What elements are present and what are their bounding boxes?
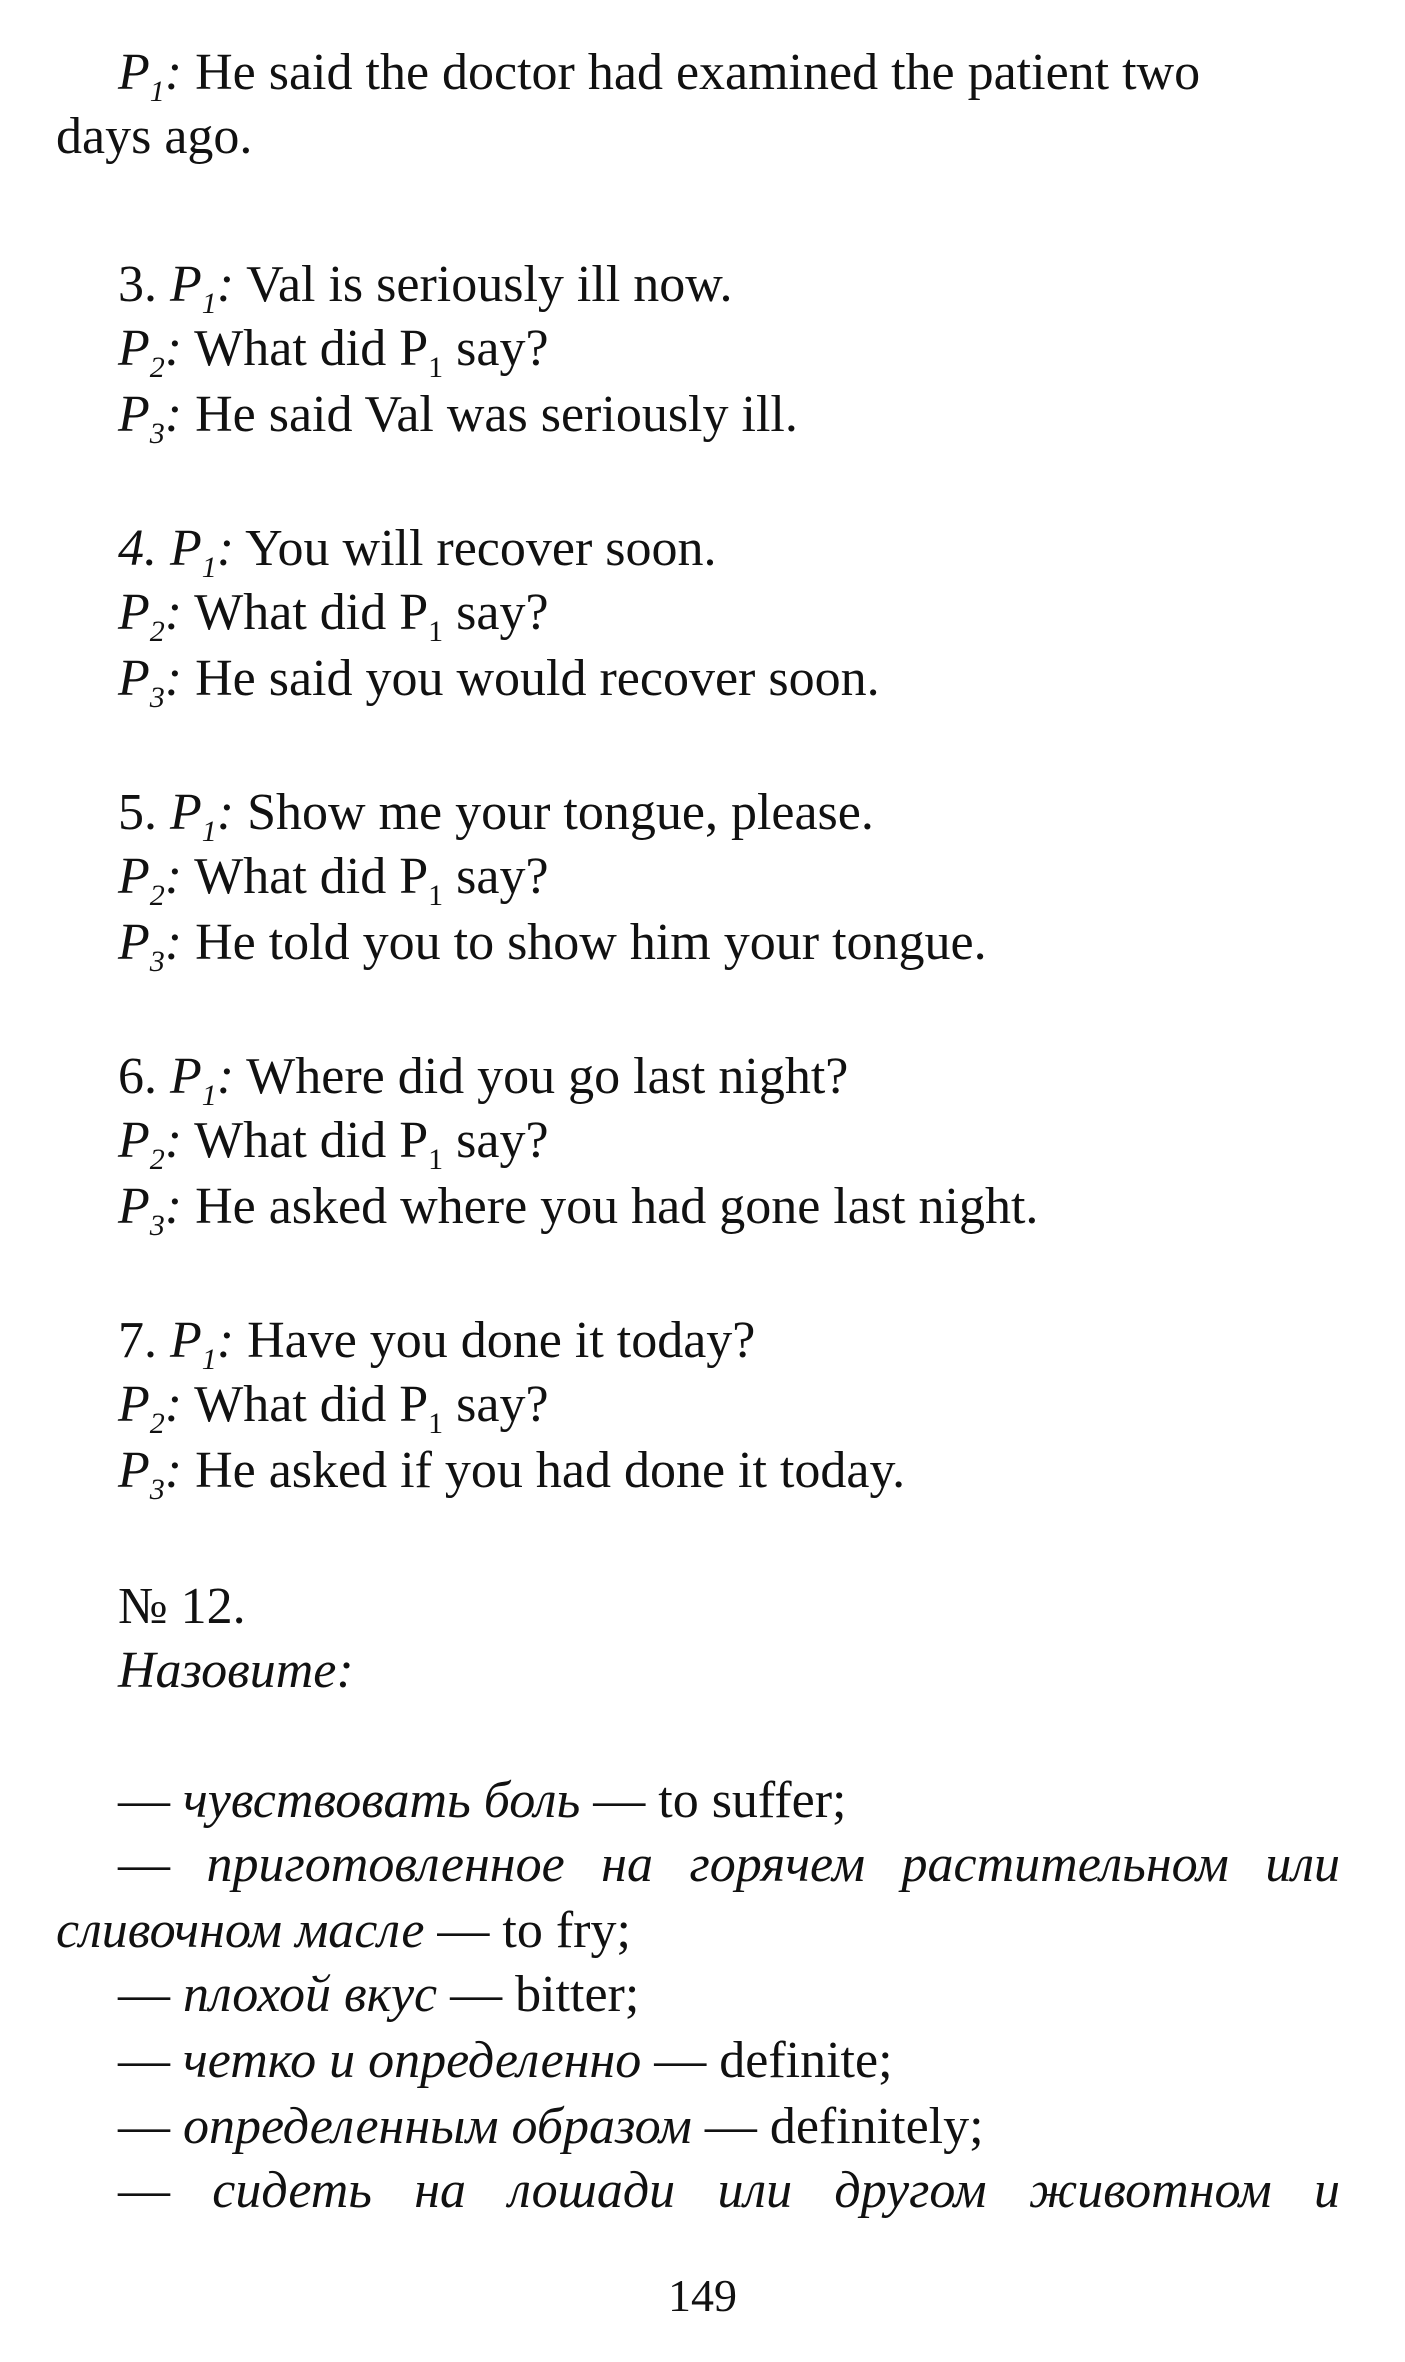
vocab-item-3: — плохой вкус — bitter; xyxy=(118,1966,640,2023)
continuation-line-1: $P_1$: He said the doctor had examined the patient two xyxy=(118,44,1201,108)
exercise-7-p3: $P_3$: He asked if you had done it today. xyxy=(118,1442,906,1506)
exercise-7-p2: $P_2$: What did $P_1$ say? xyxy=(118,1376,549,1440)
section-instruction: Назовите: xyxy=(118,1642,354,1699)
continuation-line-2: days ago. xyxy=(56,108,253,165)
vocab-item-6: — сидеть на лошади или другом животном и xyxy=(118,2162,1340,2219)
vocab-item-2-line-1: — приготовленное на горячем растительном или xyxy=(118,1836,1341,1893)
vocab-item-4: — четко и определенно — definite; xyxy=(118,2032,893,2089)
vocab-item-5: — определенным образом — definitely; xyxy=(118,2098,984,2155)
exercise-6-p1: 6. $P_1$: Where did you go last night? xyxy=(118,1048,849,1112)
exercise-6-p3: $P_3$: He asked where you had gone last night. xyxy=(118,1178,1039,1242)
exercise-7-p1: 7. $P_1$: Have you done it today? xyxy=(118,1312,756,1376)
page-number: 149 xyxy=(668,2270,737,2321)
exercise-5-p1: 5. $P_1$: Show me your tongue, please. xyxy=(118,784,874,848)
exercise-5-p3: $P_3$: He told you to show him your tongue. xyxy=(118,914,987,978)
exercise-6-p2: $P_2$: What did $P_1$ say? xyxy=(118,1112,549,1176)
exercise-4-p1: 4. $P_1$: You will recover soon. xyxy=(118,520,717,584)
vocab-item-1: — чувствовать боль — to suffer; xyxy=(118,1772,847,1829)
vocab-item-2-line-2: сливочном масле — to fry; xyxy=(56,1902,631,1959)
section-number: № 12. xyxy=(118,1578,246,1635)
exercise-4-p2: $P_2$: What did $P_1$ say? xyxy=(118,584,549,648)
exercise-4-p3: $P_3$: He said you would recover soon. xyxy=(118,650,880,714)
exercise-3-p3: $P_3$: He said Val was seriously ill. xyxy=(118,386,798,450)
exercise-5-p2: $P_2$: What did $P_1$ say? xyxy=(118,848,549,912)
exercise-3-p1: 3. $P_1$: Val is seriously ill now. xyxy=(118,256,733,320)
exercise-3-p2: $P_2$: What did $P_1$ say? xyxy=(118,320,549,384)
